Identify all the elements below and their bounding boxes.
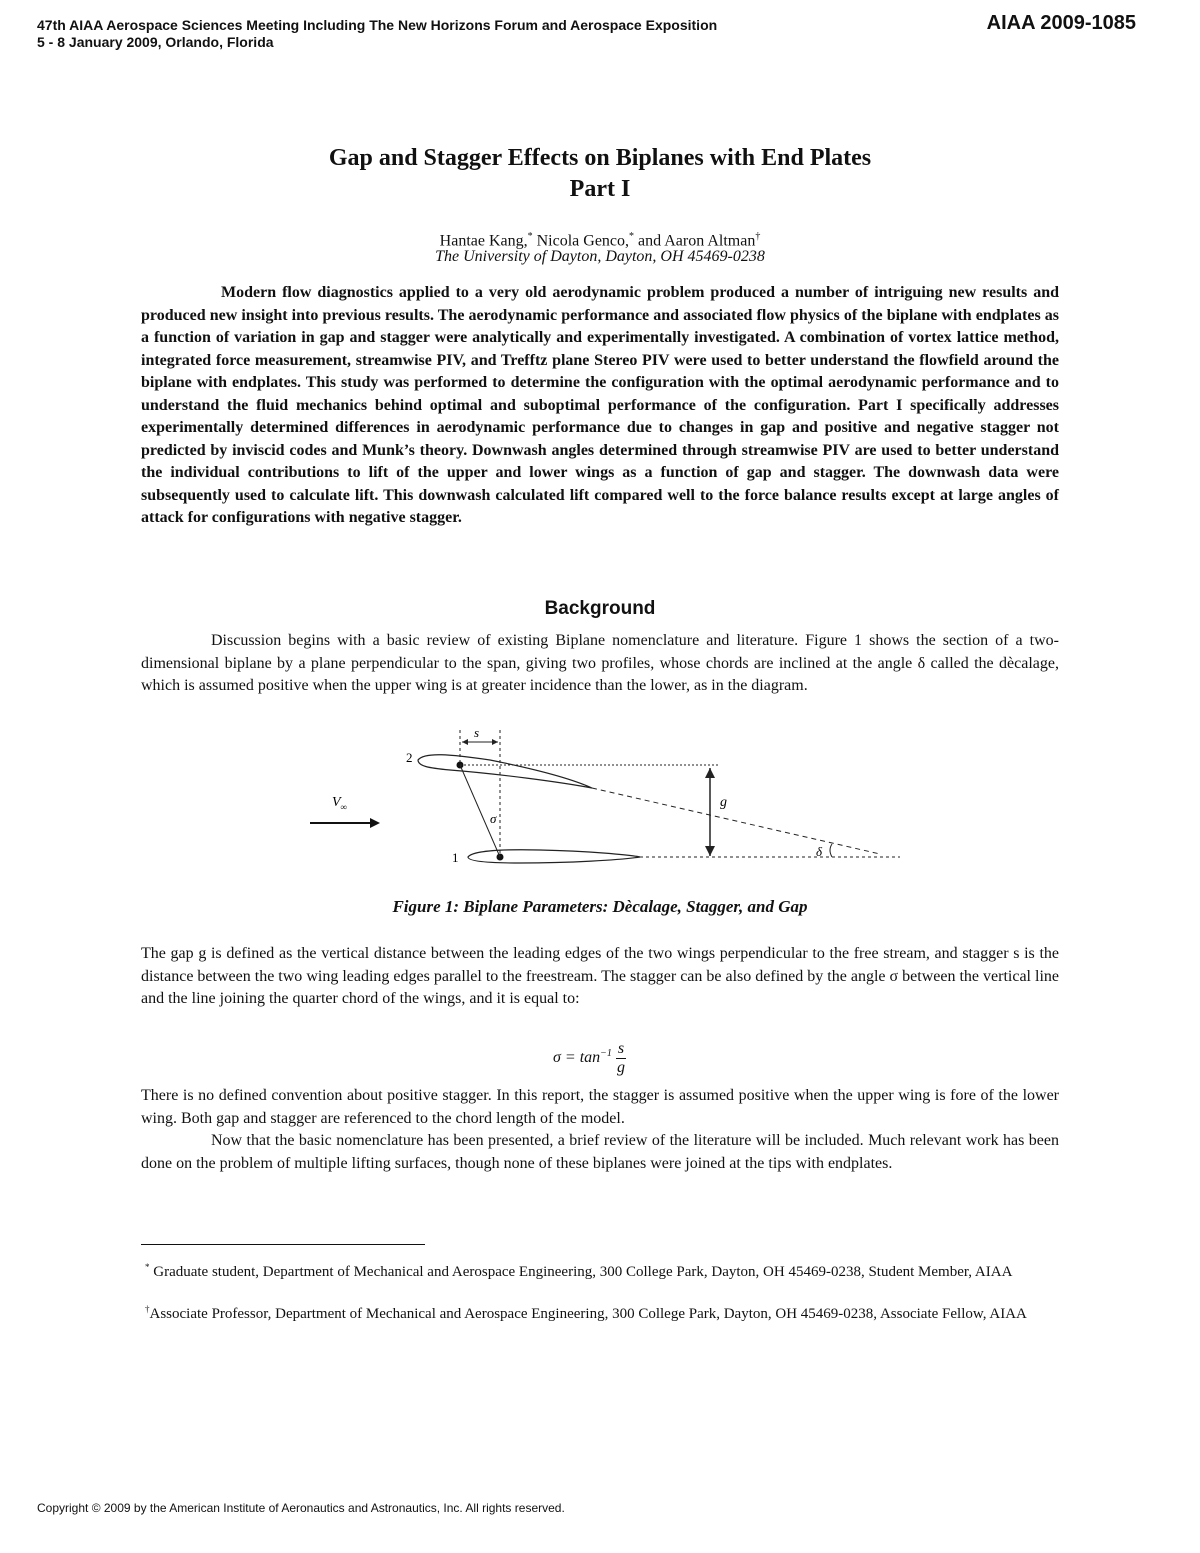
stagger-equation (553, 1040, 626, 1077)
background-paragraph-3: There is no defined convention about positive stagger. In this report, the stagger is assumed positive when the upper wing is fore of the lower wing. Both gap and stagger are referenced to the chord length of the model. (141, 1087, 1059, 1127)
label-decalage: δ (816, 844, 823, 859)
footnote-divider (141, 1244, 425, 1245)
paper-id: AIAA 2009-1085 (986, 12, 1136, 34)
background-paragraph-2: The gap g is defined as the vertical distance between the leading edges of the two wings perpendicular to the free stream, and stagger s is the distance between the two wing leading edges parallel to the freestream. The stagger can be also defined by the angle σ between the vertical line and the line joining the quarter chord of the wings, and it is equal to: (141, 945, 1059, 1007)
biplane-diagram (300, 722, 920, 872)
background-paragraph-1: Discussion begins with a basic review of existing Biplane nomenclature and literature. Figure 1 shows the section of a two-dimensional biplane by a plane perpendicular to the span, giving two profiles, whose chords are inclined at the angle δ called the dècalage, which is assumed positive when the upper wing is at greater incidence than the lower, as in the diagram. (141, 632, 1059, 694)
biplane-figure (300, 722, 920, 877)
conference-header (37, 17, 717, 51)
gap-arrow-top (705, 768, 715, 778)
equation-exponent: −1 (600, 1047, 612, 1059)
label-freestream-sub: ∞ (340, 802, 347, 812)
footnote-1-text: Graduate student, Department of Mechanical and Aerospace Engineering, 300 College Park, Dayton, OH 45469-0238, Student Member, AIAA (149, 1264, 1013, 1280)
freestream-arrowhead (370, 818, 380, 828)
author-mark-2: * (629, 231, 635, 242)
conference-name: 47th AIAA Aerospace Sciences Meeting Including The New Horizons Forum and Aerospace Exposition (37, 17, 718, 33)
label-stagger: s (474, 725, 480, 740)
abstract: Modern flow diagnostics applied to a very old aerodynamic problem produced a number of intriguing new results and produced new insight into previous results. The aerodynamic performance and associated flow physics of the biplane with endplates as a function of variation in gap and stagger were analytically and experimentally investigated. A combination of vortex lattice method, integrated force measurement, streamwise PIV, and Trefftz plane Stereo PIV were used to better understand the flowfield around the biplane with endplates. This study was performed to determine the configuration with the optimal aerodynamic performance and to understand the fluid mechanics behind optimal and suboptimal performance of the configuration. Part I specifically addresses experimentally determined differences in aerodynamic performance due to changes in gap and positive and negative stagger not predicted by inviscid codes and Munk’s theory. Downwash angles determined through streamwise PIV are used to better understand the individual contributions to lift of the upper and lower wings as a function of gap and stagger. The downwash data were subsequently used to calculate lift. This downwash calculated lift compared well to the force balance results except at large angles of attack for configurations with negative stagger. (141, 284, 1059, 526)
equation-lhs: σ = tan (553, 1049, 601, 1067)
label-upper-wing: 2 (406, 750, 413, 765)
conference-dates: 5 - 8 January 2009, Orlando, Florida (37, 34, 274, 50)
stagger-arrow-right (492, 739, 498, 745)
figure-caption: Figure 1: Biplane Parameters: Dècalage, Stagger, and Gap (392, 897, 808, 916)
decalage-arc (830, 844, 832, 857)
upper-airfoil (418, 755, 592, 788)
stagger-arrow-left (462, 739, 468, 745)
background-paragraph-4: Now that the basic nomenclature has been presented, a brief review of the literature will be included. Much relevant work has been done on the problem of multiple lifting surfaces, though none of these biplanes were joined at the tips with endplates. (141, 1132, 1059, 1172)
label-sigma: σ (490, 811, 497, 826)
footnote-1-mark: * (145, 1262, 150, 1272)
author-mark-1: * (527, 231, 533, 242)
upper-chord-extension (592, 788, 880, 854)
author-kang: Hantae Kang, (439, 232, 528, 250)
equation-fraction (616, 1040, 626, 1077)
footnote-2-text: Associate Professor, Department of Mechanical and Aerospace Engineering, 300 College Park, Dayton, OH 45469-0238, Associate Fellow, AIAA (149, 1306, 1027, 1322)
footnote-1 (141, 1257, 1073, 1283)
author-mark-3: † (755, 231, 761, 242)
footnote-2 (141, 1299, 1073, 1325)
title-line-2: Part I (569, 176, 631, 202)
label-gap: g (720, 795, 727, 810)
gap-arrow-bottom (705, 846, 715, 856)
section-heading-background: Background (544, 598, 656, 619)
label-freestream (332, 795, 347, 812)
equation-numerator: s (617, 1040, 625, 1057)
title-line-1: Gap and Stagger Effects on Biplanes with End Plates (328, 145, 872, 171)
author-altman: and Aaron Altman (634, 232, 756, 250)
label-lower-wing: 1 (452, 850, 459, 865)
equation-denominator: g (617, 1059, 625, 1076)
footnote-2-mark: † (145, 1304, 150, 1314)
lower-airfoil (468, 850, 640, 863)
paper-title (0, 143, 1200, 205)
label-freestream-v: V (332, 795, 341, 810)
copyright-notice: Copyright © 2009 by the American Institute of Aeronautics and Astronautics, Inc. All rights reserved. (37, 1501, 565, 1515)
author-genco: Nicola Genco, (532, 232, 630, 250)
affiliation: The University of Dayton, Dayton, OH 45469-0238 (435, 248, 765, 265)
